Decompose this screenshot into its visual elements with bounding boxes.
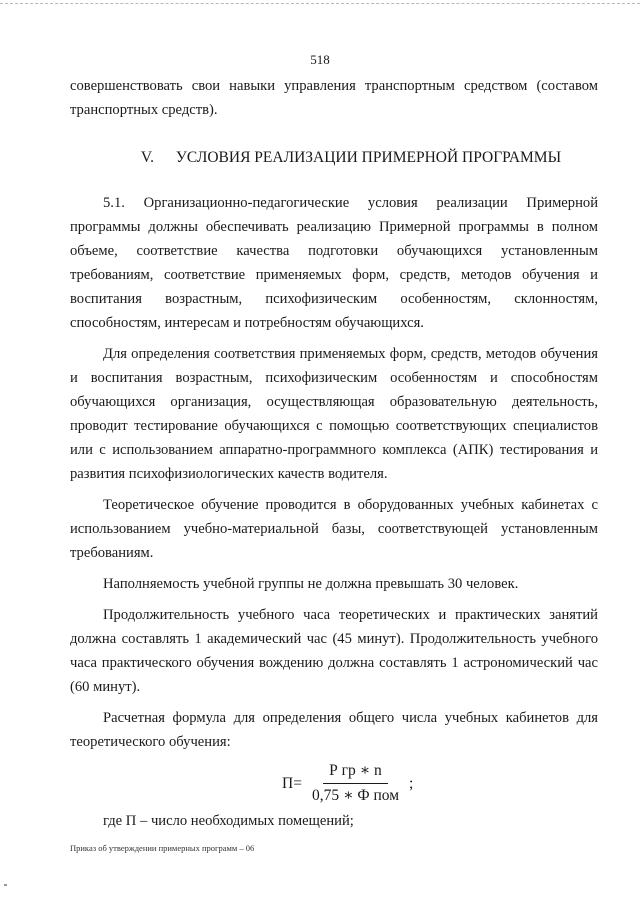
scan-speck: [4, 884, 7, 886]
formula-lhs: П: [282, 774, 294, 792]
formula-block: [70, 757, 598, 809]
page-footer: Приказ об утверждении примерных программ – 06: [70, 843, 255, 853]
paragraph-theory-classrooms: Теоретическое обучение проводится в оборудованных учебных кабинетах с использованием учебно-материальной базы, соответствующей установленным требованиям.: [70, 497, 598, 561]
formula-denominator: 0,75 ∗ Ф пом: [311, 787, 400, 804]
formula-equals: =: [293, 774, 302, 792]
paragraph-testing: Для определения соответствия применяемых форм, средств, методов обучения и воспитания возрастным, психофизическим особенностям и способностям обучающихся организация, осуществляющая образовательную деятельность, проводит тестирование обучающихся с помощью соответствующих специалистов или с использованием аппаратно-программного комплекса (АПК) тестирования и развития психофизиологических качеств водителя.: [70, 346, 598, 482]
continuation-paragraph: совершенствовать свои навыки управления транспортным средством (составом транспортных средств).: [70, 78, 598, 118]
paragraph-5-1: 5.1. Организационно-педагогические условия реализации Примерной программы должны обеспечивать реализацию Примерной программы в полном объеме, соответствие качества подготовки обучающихся установленным требованиям, соответствие применяемых форм, средств, методов обучения и воспитания возрастным, психофизическим особенностям, склонностям, способностям, интересам и потребностям обучающихся.: [70, 195, 598, 331]
paragraph-lesson-duration: Продолжительность учебного часа теоретических и практических занятий должна составлять 1 академический час (45 минут). Продолжительность учебного часа практического обучения вождению должна составлять 1 астрономический час (60 минут).: [70, 607, 598, 695]
section-heading: [70, 146, 598, 170]
where-definition: где П – число необходимых помещений;: [103, 813, 354, 829]
classroom-formula: [282, 761, 413, 806]
formula-fraction: [306, 761, 405, 806]
paragraph-formula-intro: Расчетная формула для определения общего числа учебных кабинетов для теоретического обучения:: [70, 710, 598, 750]
section-number: V.: [140, 149, 154, 166]
formula-numerator: Р гр ∗ n: [323, 761, 388, 784]
section-title: УСЛОВИЯ РЕАЛИЗАЦИИ ПРИМЕРНОЙ ПРОГРАММЫ: [175, 149, 562, 166]
document-body: [70, 74, 598, 833]
formula-terminator: ;: [409, 774, 414, 792]
paragraph-group-size: Наполняемость учебной группы не должна превышать 30 человек.: [103, 576, 519, 592]
scan-top-edge: [0, 3, 640, 5]
page-number: 518: [310, 52, 330, 67]
